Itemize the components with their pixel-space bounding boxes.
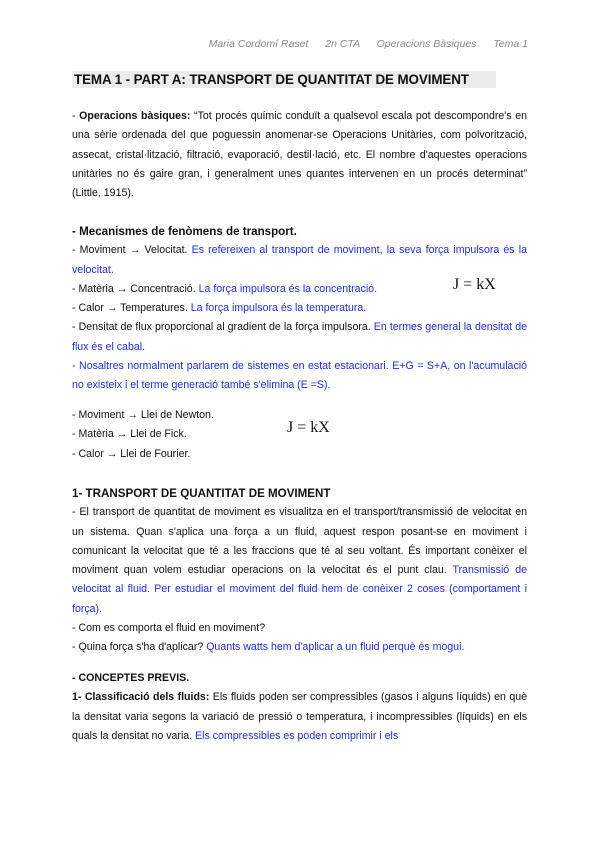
mechanisms-line-1: - Moviment → Velocitat. Es refereixen al transport de moviment, la seva força impulsora és la velocitat. (72, 244, 527, 276)
mechanisms-section (72, 222, 527, 396)
intro-text: “Tot procés químic conduït a qualsevol escala pot descompondre's en una sèrie ordenada del que poguessin anomenar-se Operacions Unitàries, com polvorització, assecat, cristal·lització, filtració, evaporació, destil·lació, etc. El nombre d'aquestes operacions unitàries no és gaire gran, i generalment unes quantes intervenen en un procés determinat” (Little, 1915). (72, 110, 527, 200)
law-fourier: - Calor → Llei de Fourier. (72, 447, 191, 460)
header-unit: Tema 1 (493, 38, 528, 50)
section-1-heading: 1- TRANSPORT DE QUANTITAT DE MOVIMENT (72, 487, 331, 500)
section-1-question-2: - Quina força s'ha d'aplicar? Quants watts hem d'aplicar a un fluid perquè és mogui. (72, 641, 465, 654)
law-newton: - Moviment → Llei de Newton. (72, 409, 214, 421)
flux-formula-1: J = kX (453, 276, 496, 293)
concepts-heading: - CONCEPTES PREVIS. (72, 672, 190, 684)
header-subject: Operacions Bàsiques (376, 38, 477, 50)
mechanisms-heading: - Mecanismes de fenòmens de transport. (72, 225, 297, 238)
section-1-question-1: - Com es comporta el fluid en moviment? (72, 622, 266, 635)
document-title: TEMA 1 - PART A: TRANSPORT DE QUANTITAT DE MOVIMENT (72, 71, 496, 88)
law-fick: - Matèria → Llei de Fick. (72, 428, 187, 441)
concepts-section (72, 669, 527, 746)
mechanisms-line-4: - Densitat de flux proporcional al gradient de la força impulsora. En termes general la densitat de flux és el cabal. (72, 321, 527, 353)
mechanisms-line-3: - Calor → Temperatures. La força impulsora és la temperatura. (72, 302, 367, 315)
section-1 (72, 484, 527, 658)
mechanisms-line-5: - Nosaltres normalment parlarem de sistemes en estat estacionari. E+G = S+A, on l'acumulació no existeix i el terme generació també s'elimina (E =S). (72, 360, 527, 392)
mechanisms-line-2: - Matèria → Concentració. La força impulsora és la concentració. (72, 282, 378, 295)
intro-paragraph: - Operacions bàsiques: “Tot procés químic conduït a qualsevol escala pot descompondre's en una sèrie ordenada del que poguessin anomenar-se Operacions Unitàries, com polvorització, assecat, cristal·lització, filtració, evaporació, destil·lació, etc. El nombre d'aquestes operacions unitàries no és gaire gran, i generalment unes quantes intervenen en un procés determinat” (Little, 1915). (72, 110, 527, 200)
concepts-paragraph: 1- Classificació dels fluids: Els fluids poden ser compressibles (gasos i alguns líquids) en què la densitat varia segons la variació de pressió o temperatura, i incompressibles (líquids) en els quals la densitat no varia. Els compressibles es poden comprimir i els (72, 691, 528, 742)
page-header (209, 38, 528, 50)
header-author: Maria Cordomí Raset (208, 38, 309, 50)
intro-label: Operacions bàsiques: (79, 110, 191, 122)
section-1-paragraph: - El transport de quantitat de moviment es visualitza en el transport/transmissió de velocitat en un sistema. Quan s'aplica una força a un fluid, aquest respon posant-se en moviment i comunicant la velocitat que té a les fraccions que té al seu voltant. És important conèixer el moviment quan volem estudiar operacions on la velocitat és el punt clau. Transmissió de velocitat al fluid. Per estudiar el moviment del fluid hem de conèixer 2 coses (comportament i força). (72, 506, 527, 615)
header-course: 2n CTA (325, 38, 360, 50)
flux-formula-2: J = kX (287, 419, 330, 436)
